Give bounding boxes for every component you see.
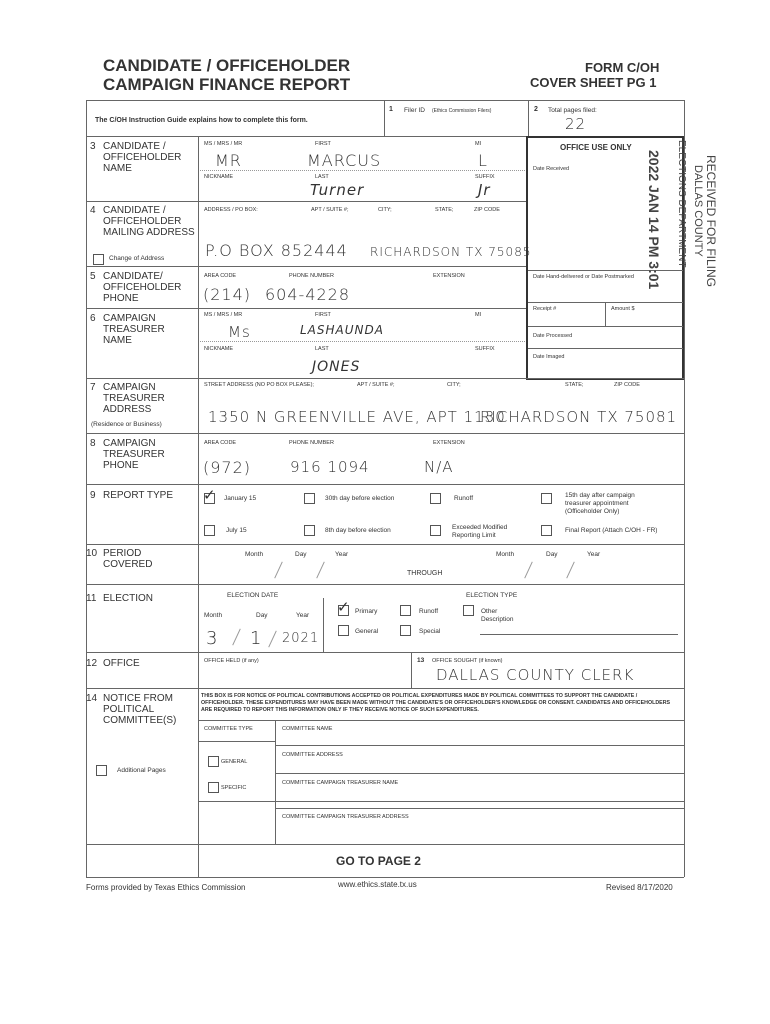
candidate-first-name[interactable]: MARCUS <box>307 151 382 170</box>
treasurer-address[interactable]: 1350 N GREENVILLE AVE, APT 1130 <box>208 408 506 426</box>
form-title-line2: CAMPAIGN FINANCE REPORT <box>103 75 351 94</box>
other-election-checkbox[interactable] <box>463 605 474 616</box>
candidate-phone[interactable]: 604-4228 <box>265 285 351 304</box>
treasurer-city-state-zip[interactable]: RICHARDSON TX 75081 <box>480 408 678 426</box>
section-11-label: ELECTION <box>103 593 154 604</box>
election-month[interactable]: 3 <box>206 628 219 649</box>
through-label: THROUGH <box>407 570 443 577</box>
day8-checkbox[interactable] <box>304 525 315 536</box>
form-page: COVER SHEET PG 1 <box>530 75 657 90</box>
treasurer-extension[interactable]: N/A <box>424 458 454 476</box>
office-use-title: OFFICE USE ONLY <box>560 143 632 152</box>
received-stamp-date: 2022 JAN 14 PM 3:01 <box>646 150 662 290</box>
candidate-prefix[interactable]: MR <box>215 151 242 170</box>
general-election-checkbox[interactable] <box>338 625 349 636</box>
total-pages-label: Total pages filed: <box>548 107 597 114</box>
special-election-checkbox[interactable] <box>400 625 411 636</box>
candidate-mi[interactable]: L <box>478 151 488 170</box>
runoff-election-checkbox[interactable] <box>400 605 411 616</box>
treasurer-phone[interactable]: 916 1094 <box>290 458 370 476</box>
jul15-checkbox[interactable] <box>204 525 215 536</box>
day15-after-checkbox[interactable] <box>541 493 552 504</box>
form-id: FORM C/OH <box>585 60 660 75</box>
section-14-label: NOTICE FROM POLITICAL COMMITTEE(S) <box>103 693 177 726</box>
footer-revised: Revised 8/17/2020 <box>606 883 673 892</box>
section-4-label: CANDIDATE / OFFICEHOLDER MAILING ADDRESS <box>103 205 195 238</box>
notice-text: THIS BOX IS FOR NOTICE OF POLITICAL CONTRIBUTIONS ACCEPTED OR POLITICAL EXPENDITURES MADE BY POLITICAL COMMITTEES TO SUPPORT THE CANDIDATE / OFFICEHOLDER. THESE EXPENDITURES MAY HAVE BEEN MADE WITHOUT THE CANDIDATE'S OR OFFICEHOLDER'S KNOWLEDGE OR CONSENT. CANDIDATES AND OFFICEHOLDERS ARE REQUIRED TO REPORT THIS INFORMATION ONLY IF THEY RECEIVE NOTICE OF SUCH EXPENDITURES. <box>201 693 671 713</box>
total-pages-value[interactable]: 22 <box>565 115 587 133</box>
treasurer-prefix[interactable]: Ms <box>228 323 251 341</box>
received-stamp-county: DALLAS COUNTY <box>692 165 704 257</box>
footer-provided: Forms provided by Texas Ethics Commission <box>86 883 246 892</box>
candidate-city-state-zip[interactable]: RICHARDSON TX 75085 <box>370 245 532 259</box>
election-day[interactable]: 1 <box>250 628 263 649</box>
office-sought-value[interactable]: DALLAS COUNTY CLERK <box>436 666 635 684</box>
section-10-label: PERIOD COVERED <box>103 548 153 570</box>
treasurer-first-name[interactable]: LASHAUNDA <box>300 323 384 337</box>
candidate-suffix[interactable]: Jr <box>478 181 491 199</box>
candidate-address[interactable]: P.O BOX 852444 <box>205 241 348 260</box>
section-5-label: CANDIDATE/ OFFICEHOLDER PHONE <box>103 271 182 304</box>
change-of-address-checkbox[interactable] <box>93 254 104 265</box>
section-9-label: REPORT TYPE <box>103 490 174 501</box>
section-6-label: CAMPAIGN TREASURER NAME <box>103 313 165 346</box>
committee-general-checkbox[interactable] <box>208 756 219 767</box>
received-stamp-dept: ELECTIONS DEPARTMENT <box>676 140 687 268</box>
candidate-area-code[interactable]: (214) <box>203 285 252 304</box>
section-7-label: CAMPAIGN TREASURER ADDRESS <box>103 382 165 415</box>
final-report-checkbox[interactable] <box>541 525 552 536</box>
goto-page-2: GO TO PAGE 2 <box>336 854 421 868</box>
jan15-check-mark: ✓ <box>203 486 216 504</box>
primary-check-mark: ✓ <box>337 598 350 616</box>
treasurer-area-code[interactable]: (972) <box>203 458 252 477</box>
filer-id-label: Filer ID <box>404 107 425 114</box>
form-title-line1: CANDIDATE / OFFICEHOLDER <box>103 56 351 75</box>
candidate-last-name[interactable]: Turner <box>310 181 365 199</box>
section-3-label: CANDIDATE / OFFICEHOLDER NAME <box>103 141 182 174</box>
treasurer-last-name[interactable]: JONES <box>312 359 361 375</box>
section-8-label: CAMPAIGN TREASURER PHONE <box>103 438 165 471</box>
additional-pages-checkbox[interactable] <box>96 765 107 776</box>
instruction-text: The C/OH Instruction Guide explains how to complete this form. <box>95 117 308 124</box>
day30-checkbox[interactable] <box>304 493 315 504</box>
exceeded-limit-checkbox[interactable] <box>430 525 441 536</box>
received-stamp-text: RECEIVED FOR FILING <box>704 155 718 288</box>
committee-specific-checkbox[interactable] <box>208 782 219 793</box>
footer-website: www.ethics.state.tx.us <box>338 880 417 889</box>
section-12-label: OFFICE <box>103 658 140 669</box>
runoff-report-checkbox[interactable] <box>430 493 441 504</box>
election-year[interactable]: 2021 <box>282 631 320 646</box>
